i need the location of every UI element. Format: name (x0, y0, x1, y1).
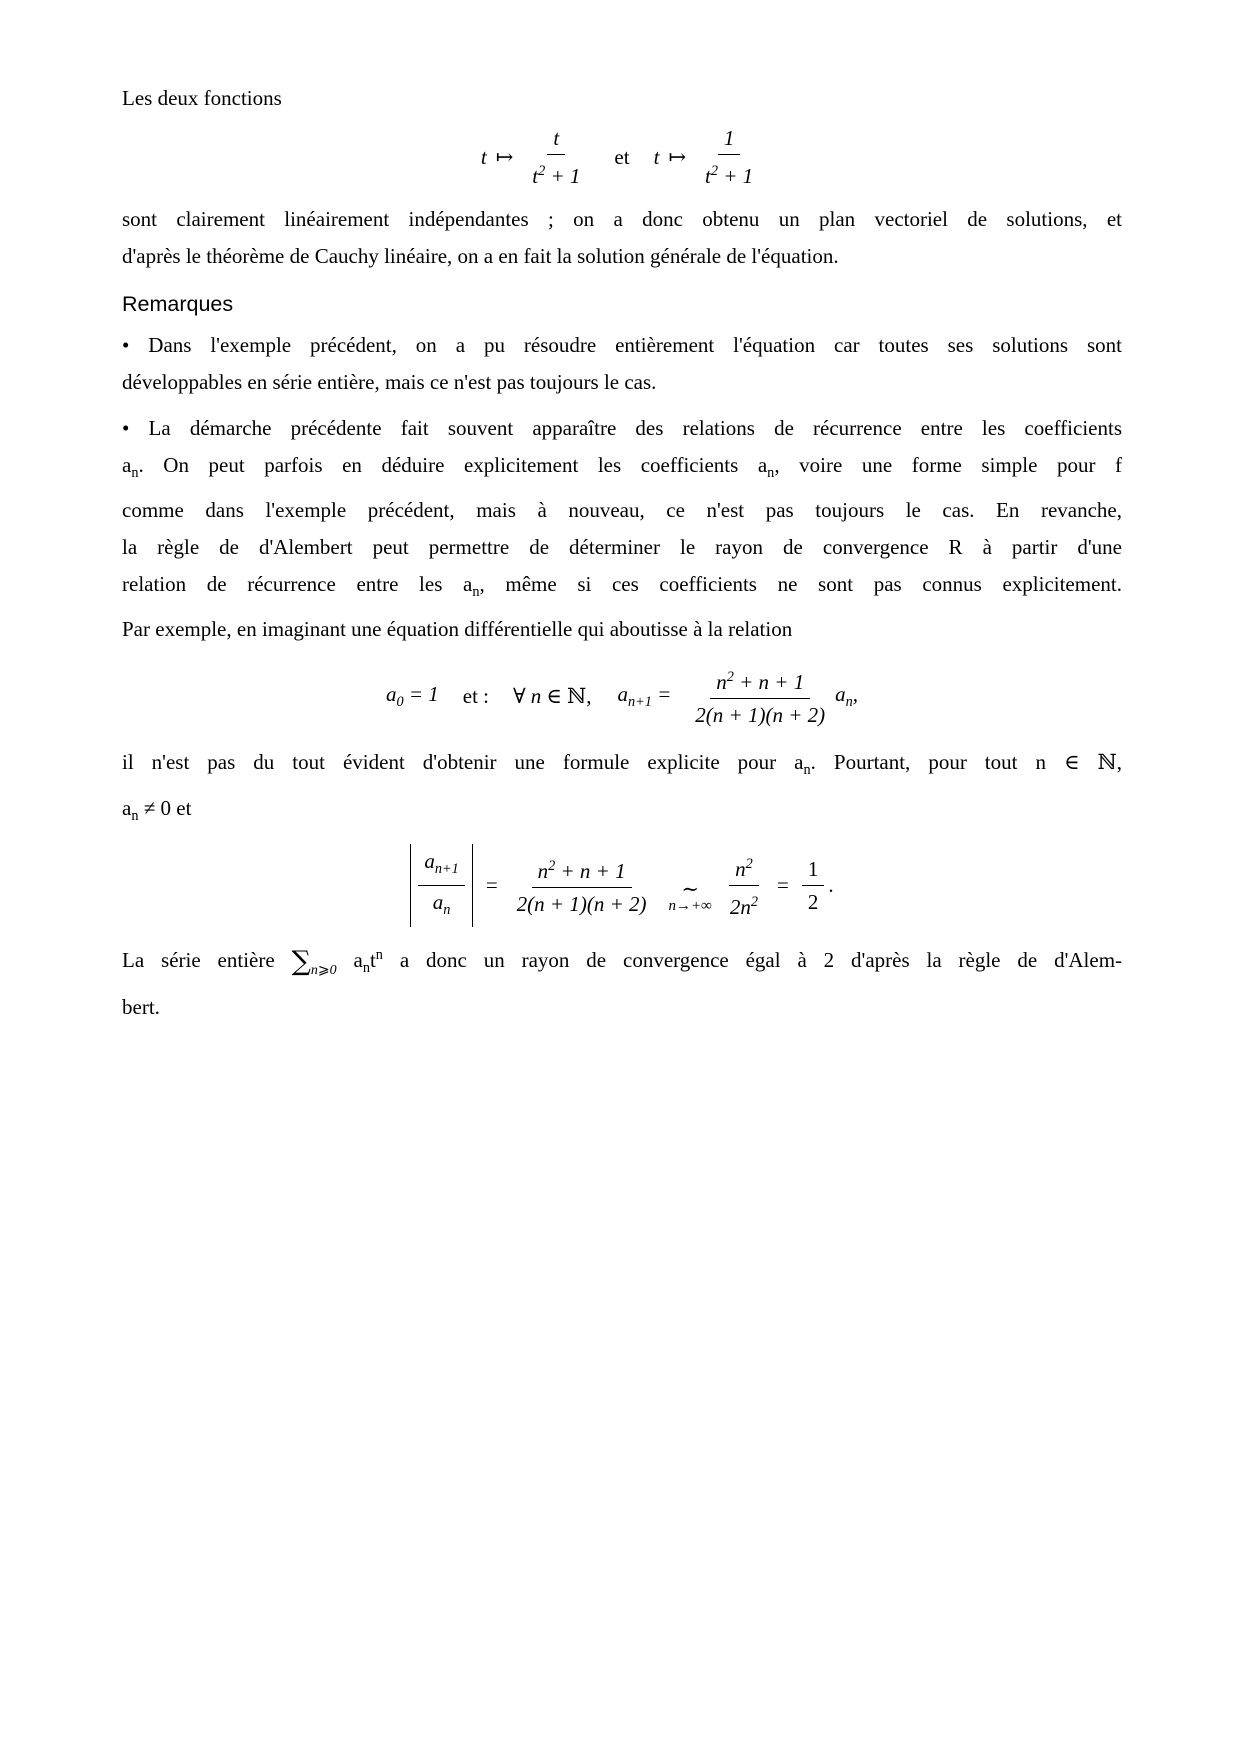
sum-subscript: n⩾0 (310, 963, 337, 979)
text-line: sont clairement linéairement indépendantes ; on a donc obtenu un plan vectoriel de solutions, et (122, 207, 1122, 231)
series-text-post: $a_nt^n$ a donc un rayon de convergence égal à 2 d'après la règle de d'Alem- (353, 947, 1123, 977)
fraction (802, 856, 825, 915)
text-line: la règle de d'Alembert peut permettre de déterminer le rayon de convergence R à partir d'une (122, 535, 1122, 560)
mapsto-symbol: ↦ (668, 144, 687, 169)
equals-sign: = (776, 872, 789, 897)
text-line: • Dans l'exemple précédent, on a pu résoudre entièrement l'équation car toutes ses solutions sont (122, 333, 1122, 357)
equation-two-functions (122, 125, 1122, 189)
limit-annotation: n→+∞ (668, 898, 712, 915)
text-line: développables en série entière, mais ce n'est pas toujours le cas. (122, 370, 657, 394)
fraction-denominator: 2(n + 1)(n + 2) (695, 703, 826, 728)
lead-text: Les deux fonctions (122, 86, 282, 110)
fraction (724, 851, 764, 920)
fraction (526, 125, 586, 189)
text-line: d'après le théorème de Cauchy linéaire, on a en fait la solution générale de l'équation. (122, 244, 839, 268)
series-text-pre: La série entière (122, 948, 275, 973)
math-term-anplus1: $a_{n+1}$ = (617, 681, 672, 710)
fraction-numerator: $n^2 + n + 1$ (532, 853, 632, 888)
fraction-numerator: $n^2$ (729, 851, 759, 886)
math-term-a0: $a_0 = 1$ (385, 681, 439, 710)
text-line: $a_n \ne 0$ et (122, 795, 192, 824)
fraction-denominator: $t^2 + 1$ (532, 163, 581, 188)
text-line: • La démarche précédente fait souvent apparaître des relations de récurrence entre les coefficients (122, 416, 1122, 440)
element-of-naturals: ∈ ℕ, (546, 683, 592, 708)
math-variable: t (653, 144, 660, 169)
fraction-numerator: $a_{n+1}$ (418, 848, 464, 886)
fraction-denominator: $a_n$ (432, 889, 451, 919)
fraction-denominator: 2 (807, 889, 819, 914)
equation-word-et: et : (462, 683, 490, 708)
text-line: bert. (122, 995, 160, 1020)
equation-ratio (122, 844, 1122, 927)
text-line: relation de récurrence entre les $a_n$, même si ces coefficients ne sont pas connus explicitement. (122, 572, 1122, 601)
fraction (418, 848, 464, 923)
text-line: comme dans l'exemple précédent, mais à nouveau, ce n'est pas toujours le cas. En revanche, (122, 498, 1122, 523)
paragraph-plan (122, 201, 1122, 275)
remarks-heading: Remarques (122, 292, 234, 316)
period: . (828, 872, 834, 897)
equivalent-operator (668, 877, 712, 915)
fraction-numerator: 1 (802, 856, 825, 886)
fraction-numerator: 1 (718, 125, 741, 155)
math-variable-n: n (530, 683, 542, 708)
text-line: Par exemple, en imaginant une équation différentielle qui aboutisse à la relation (122, 617, 793, 642)
bullet-paragraph-recurrence (122, 410, 1122, 648)
math-term-an: $a_n$, (835, 681, 859, 710)
fraction (699, 125, 759, 189)
mapsto-symbol: ↦ (495, 144, 514, 169)
fraction (689, 664, 831, 728)
fraction (511, 853, 653, 917)
math-variable: t (480, 144, 487, 169)
paragraph-explicit (122, 744, 1122, 834)
tilde-operator: ∼ (681, 877, 699, 902)
paragraph-series (122, 937, 1122, 1026)
sum-symbol: ∑ (291, 946, 311, 978)
equation-word-et: et (614, 144, 630, 169)
fraction-numerator: $n^2 + n + 1$ (710, 664, 810, 699)
fraction-denominator: 2(n + 1)(n + 2) (516, 892, 647, 917)
text-line: $a_n$. On peut parfois en déduire explicitement les coefficients $a_n$, voire une forme simple pour f (122, 453, 1123, 482)
equation-recurrence (122, 664, 1122, 728)
equals-sign: = (485, 872, 498, 897)
fraction-denominator: $2n^2$ (729, 893, 758, 919)
text-line: il n'est pas du tout évident d'obtenir une formule explicite pour $a_n$. Pourtant, pour tout n ∈ ℕ, (122, 750, 1122, 779)
absolute-value (410, 844, 472, 927)
forall-symbol: ∀ (513, 683, 526, 708)
fraction-numerator: t (547, 125, 565, 155)
bullet-paragraph-solutions (122, 327, 1122, 401)
text-line (122, 937, 1122, 989)
fraction-denominator: $t^2 + 1$ (705, 163, 754, 188)
